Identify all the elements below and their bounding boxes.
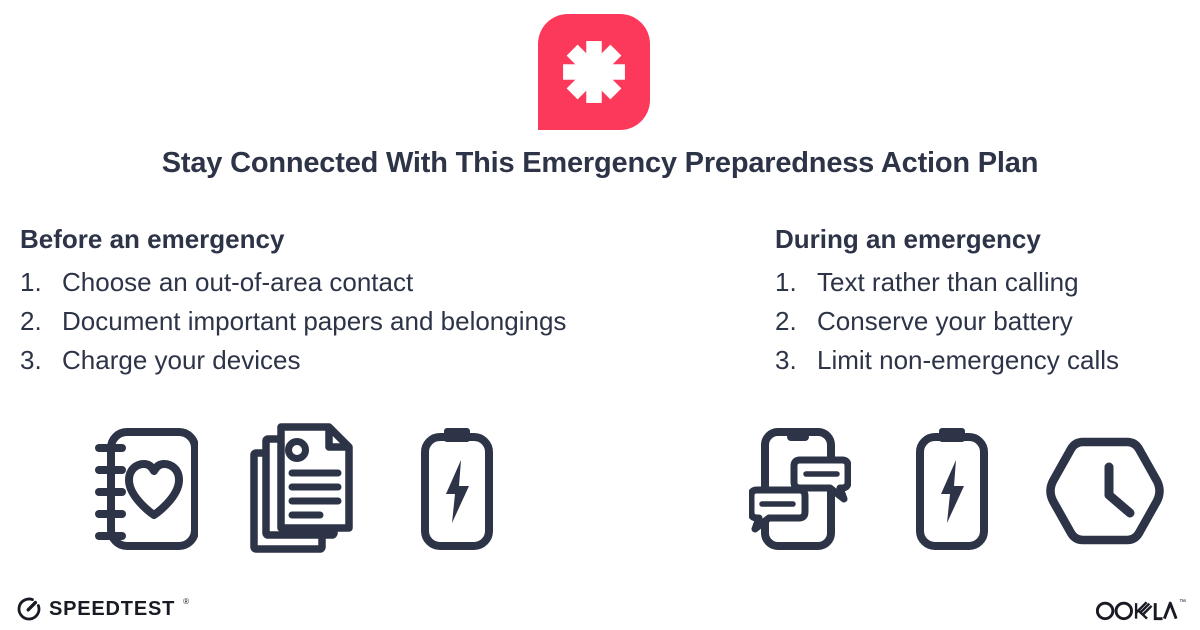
contacts-notebook-icon xyxy=(94,428,198,550)
before-emergency-heading: Before an emergency xyxy=(20,224,285,254)
list-number: 1. xyxy=(20,267,42,297)
page-title: Stay Connected With This Emergency Preparedness Action Plan xyxy=(161,147,1039,179)
battery-charge-icon xyxy=(916,428,988,550)
list-text: Charge your devices xyxy=(62,345,301,375)
speedtest-gauge-icon xyxy=(16,596,42,622)
documents-stack-icon xyxy=(250,423,354,553)
list-number: 1. xyxy=(775,267,797,297)
ookla-wordmark-icon xyxy=(1096,598,1178,622)
phone-messages-icon xyxy=(749,428,851,550)
list-text: Text rather than calling xyxy=(817,267,1079,297)
before-emergency-list xyxy=(20,263,720,380)
list-item xyxy=(20,263,720,302)
battery-charge-icon xyxy=(421,428,493,550)
list-text: Document important papers and belongings xyxy=(62,306,567,336)
speedtest-trademark: ® xyxy=(183,597,190,606)
emergency-badge xyxy=(538,14,650,130)
list-item xyxy=(20,341,720,380)
list-item xyxy=(775,302,1195,341)
speedtest-logo xyxy=(16,595,189,623)
clock-hexagon-icon xyxy=(1045,436,1165,546)
list-number: 3. xyxy=(775,345,797,375)
speedtest-wordmark: SPEEDTEST xyxy=(49,597,176,620)
list-item xyxy=(775,263,1195,302)
list-number: 2. xyxy=(20,306,42,336)
before-emergency-section xyxy=(20,221,720,380)
ookla-logo xyxy=(1096,598,1186,622)
list-text: Limit non-emergency calls xyxy=(817,345,1120,375)
list-text: Conserve your battery xyxy=(817,306,1073,336)
list-text: Choose an out-of-area contact xyxy=(62,267,414,297)
list-number: 3. xyxy=(20,345,42,375)
list-number: 2. xyxy=(775,306,797,336)
during-emergency-list xyxy=(775,263,1195,380)
during-emergency-heading: During an emergency xyxy=(775,224,1041,254)
ookla-trademark: ™ xyxy=(1179,599,1186,606)
list-item xyxy=(775,341,1195,380)
list-item xyxy=(20,302,720,341)
asterisk-icon xyxy=(561,39,627,105)
during-emergency-section xyxy=(775,221,1195,380)
